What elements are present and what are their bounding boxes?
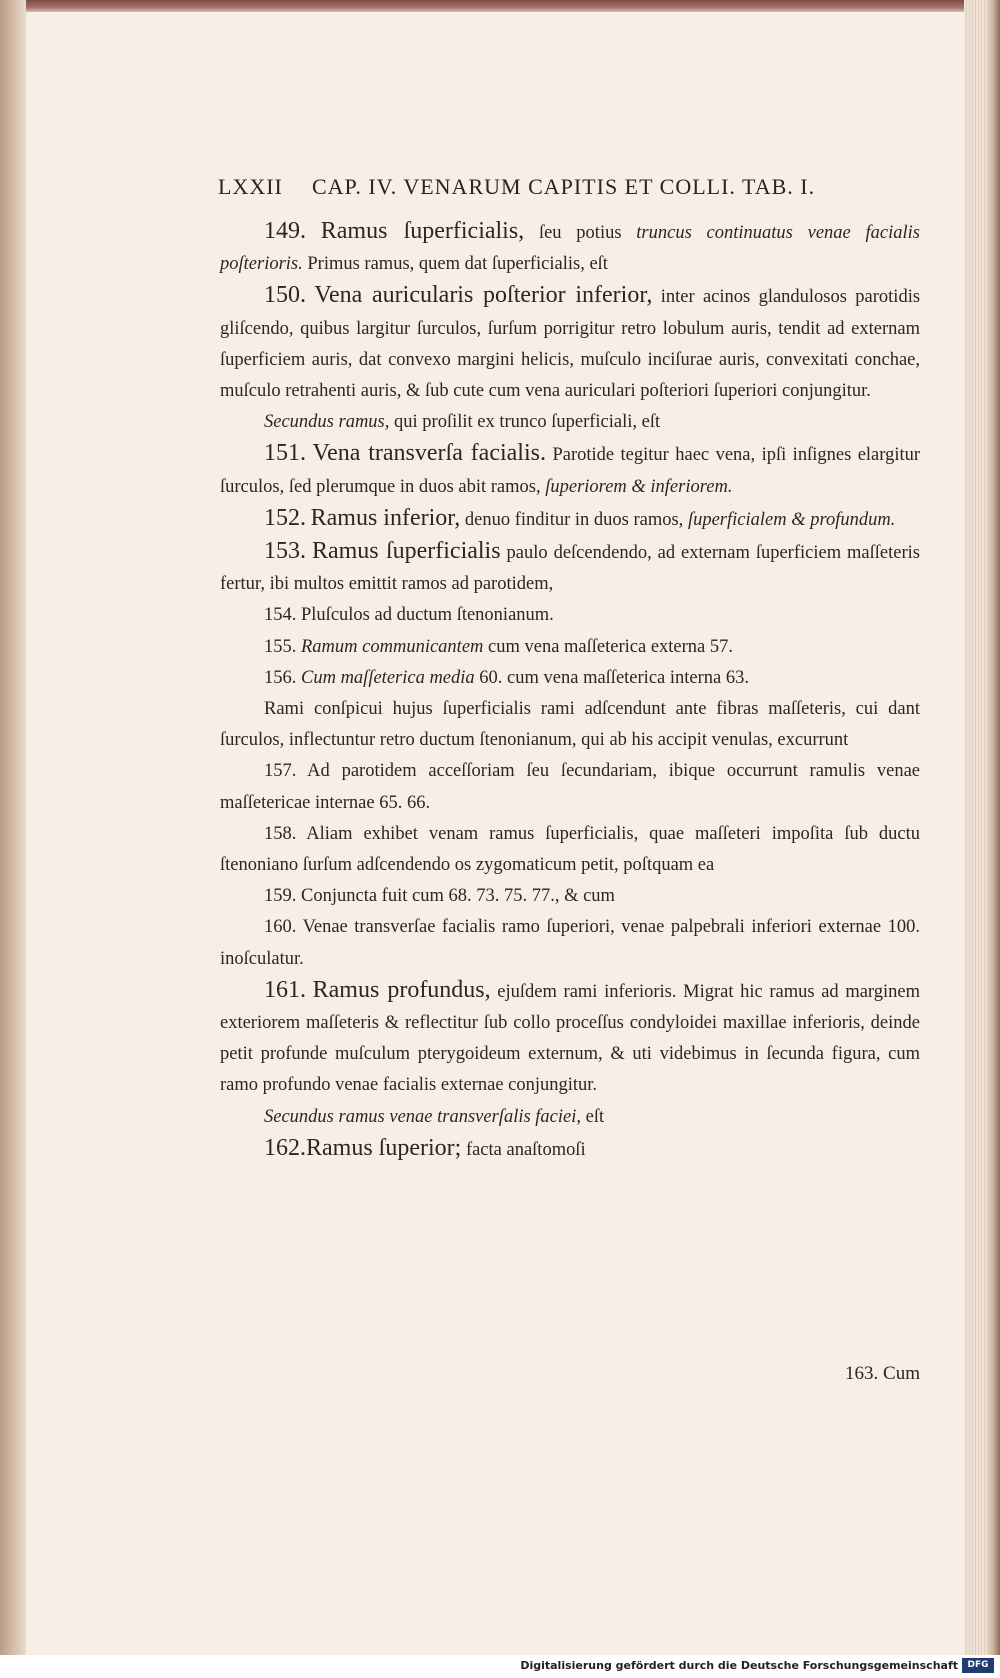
paragraph-heading: Ramus ſuperficialis, bbox=[320, 218, 525, 244]
paragraph-number: 154. bbox=[264, 605, 297, 626]
book-top-edge bbox=[0, 0, 1000, 12]
paragraph-italic: Secundus ramus venae transverſalis faciei, bbox=[264, 1106, 582, 1127]
paragraph-150 bbox=[220, 280, 920, 407]
paragraph-italic: Secundus ramus, bbox=[264, 412, 390, 433]
paragraph-151 bbox=[220, 438, 920, 502]
paragraph-153 bbox=[220, 536, 920, 600]
paragraph-text: Pluſculos ad ductum ſtenonianum. bbox=[301, 605, 554, 626]
paragraph-number: 150. bbox=[264, 282, 306, 309]
paragraph-152 bbox=[220, 503, 920, 536]
paragraph-text: Conjuncta fuit cum 68. 73. 75. 77., & cum bbox=[301, 886, 615, 907]
paragraph-text: ejuſdem rami inferioris. Migrat hic ramus ad marginem exteriorem maſſeteris & reflectitur ſub collo proceſſus condyloidei maxillae inferioris, deinde petit profunde muſculum pterygoideum externum, & uti videbimus in ſecunda figura, cum ramo profundo venae facialis externae conjungitur. bbox=[220, 981, 920, 1096]
paragraph-text: Venae transverſae facialis ramo ſuperiori, venae palpebrali inferiori externae 100. inoſculatur. bbox=[220, 917, 920, 969]
page-number-roman: LXXII bbox=[218, 174, 283, 199]
paragraph-156 bbox=[220, 663, 920, 694]
digitization-footer bbox=[0, 1655, 1000, 1678]
paragraph-text: 60. cum vena maſſeterica interna 63. bbox=[474, 667, 749, 688]
paragraph-number: 158. bbox=[264, 823, 297, 844]
paragraph-161 bbox=[220, 975, 920, 1102]
paragraph-number: 155. bbox=[264, 636, 297, 657]
paragraph-149 bbox=[220, 216, 920, 280]
paragraph-158 bbox=[220, 819, 920, 881]
running-head bbox=[218, 174, 898, 200]
paragraph-text: qui proſilit ex trunco ſuperficiali, eſt bbox=[389, 412, 661, 433]
paragraph-number: 152. bbox=[264, 504, 306, 531]
paragraph-text: paulo deſcendendo, ad externam ſuperficiem maſſeteris fertur, ibi multos emittit ramos ad parotidem, bbox=[220, 543, 920, 595]
catchword: 163. Cum bbox=[845, 1363, 920, 1384]
paragraph-rami-conspicui bbox=[220, 694, 920, 756]
paragraph-number: 162. bbox=[264, 1134, 306, 1161]
paragraph-secundus-ramus bbox=[220, 407, 920, 438]
page-body bbox=[220, 216, 920, 1166]
paragraph-text: cum vena maſſeterica externa 57. bbox=[483, 636, 734, 657]
paragraph-heading: Vena transverſa facialis. bbox=[312, 440, 546, 467]
paragraph-heading: Ramus inferior, bbox=[310, 504, 461, 531]
paragraph-heading: Ramus profundus, bbox=[312, 976, 491, 1003]
paragraph-162 bbox=[220, 1133, 920, 1166]
paragraph-text: facta anaſtomoſi bbox=[465, 1139, 586, 1160]
paragraph-italic: Ramum communicantem bbox=[301, 636, 484, 657]
paragraph-155 bbox=[220, 632, 920, 663]
paragraph-number: 149. bbox=[264, 218, 306, 244]
paragraph-italic: ſuperficialem & profundum. bbox=[687, 509, 896, 530]
dfg-logo: DFG bbox=[962, 1658, 994, 1673]
paragraph-text: Parotide tegitur haec vena, ipſi inſignes elargitur ſurculos, ſed plerumque in duos abit ramos, bbox=[220, 445, 921, 497]
paragraph-heading: Ramus ſuperficialis bbox=[311, 538, 501, 565]
paragraph-text: denuo finditur in duos ramos, bbox=[464, 509, 688, 530]
paragraph-number: 151. bbox=[264, 440, 306, 467]
paragraph-secundus-ramus-venae bbox=[220, 1102, 920, 1133]
paragraph-text: Aliam exhibet venam ramus ſuperficialis, quae maſſeteri impoſita ſub ductu ſtenoniano ſurſum adſcendendo os zygomaticum petit, poſtquam ea bbox=[220, 823, 920, 876]
paragraph-italic: truncus continuatus venae facialis poſterioris. bbox=[220, 223, 920, 275]
paragraph-text: ſeu potius bbox=[538, 223, 637, 243]
paragraph-160 bbox=[220, 912, 920, 974]
paragraph-text: eſt bbox=[581, 1106, 605, 1127]
paragraph-italic: Cum maſſeterica media bbox=[301, 667, 475, 688]
paragraph-159 bbox=[220, 881, 920, 912]
page-leaves-edge bbox=[964, 0, 986, 1655]
paragraph-157 bbox=[220, 756, 920, 818]
paragraph-number: 161. bbox=[264, 976, 306, 1003]
paragraph-154 bbox=[220, 600, 920, 631]
paragraph-italic: ſuperiorem & inferiorem. bbox=[545, 476, 733, 497]
book-right-edge bbox=[986, 0, 1000, 1655]
paragraph-text: Ad parotidem acceſſoriam ſeu ſecundariam, ibique occurrunt ramulis venae maſſetericae internae 65. 66. bbox=[220, 761, 920, 813]
paragraph-number: 160. bbox=[264, 917, 297, 938]
paragraph-text: Rami conſpicui hujus ſuperficialis rami adſcendunt ante fibras maſſeteris, cui dant ſurculos, inflectuntur retro ductum ſtenonianum, qui ab his accipit venulas, excurrunt bbox=[220, 699, 920, 751]
funding-credit: Digitalisierung gefördert durch die Deutsche Forschungsgemeinschaft bbox=[520, 1659, 958, 1672]
paragraph-number: 156. bbox=[264, 667, 297, 688]
paragraph-text: inter acinos glandulosos parotidis gliſcendo, quibus largitur ſurculos, ſurſum porrigitur retro lobulum auris, tendit ad externam ſuperficiem auris, dat convexo margini helicis, muſculo inciſurae auris, convexitati conchae, muſculo retrahenti auris, & ſub cute cum vena auriculari poſteriori ſuperiori conjungitur. bbox=[220, 287, 921, 402]
paragraph-text-2: Primus ramus, quem dat ſuperficialis, eſt bbox=[302, 254, 608, 275]
paragraph-heading: Ramus ſuperior; bbox=[306, 1134, 462, 1161]
paragraph-number: 159. bbox=[264, 886, 297, 907]
paragraph-number: 153. bbox=[264, 538, 306, 565]
book-spine-shadow bbox=[0, 0, 26, 1655]
running-title: CAP. IV. VENARUM CAPITIS ET COLLI. TAB. I. bbox=[312, 174, 816, 199]
paragraph-heading: Vena auricularis poſterior inferior, bbox=[314, 282, 653, 309]
paragraph-number: 157. bbox=[264, 761, 297, 782]
